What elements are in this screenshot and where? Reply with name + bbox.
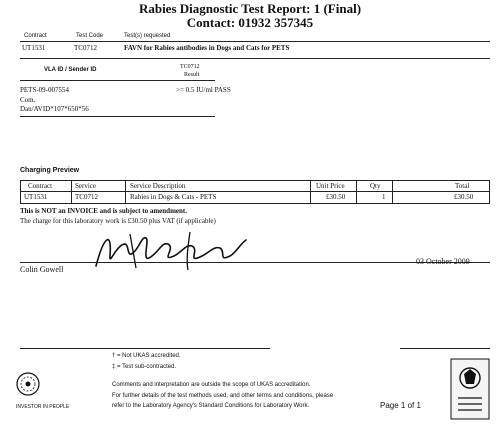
charging-col-sep-1 xyxy=(71,180,72,204)
tests-cell-requested: FAVN for Rabies antibodies in Dogs and Cats for PETS xyxy=(124,44,290,52)
tests-header-requested: Test(s) requested xyxy=(124,33,171,39)
footer-comments-1: Comments and interpretation are outside the scope of UKAS accreditation. xyxy=(112,382,311,388)
charging-col-sep-5 xyxy=(392,180,393,204)
sample-bottom-rule xyxy=(20,116,215,117)
charging-col-sep-2 xyxy=(125,180,126,204)
sample-result: >= 0.5 IU/ml PASS xyxy=(176,86,231,94)
vla-id-label: VLA ID / Sender ID xyxy=(44,67,97,73)
tests-header-test-code: Test Code xyxy=(76,33,104,39)
footer-not-ukas: † = Not UKAS accredited. xyxy=(112,353,181,359)
charging-title: Charging Preview xyxy=(20,167,80,174)
charging-col-sep-3 xyxy=(310,180,311,204)
sample-id: PETS-09-007554 xyxy=(20,86,69,94)
report-title: Rabies Diagnostic Test Report: 1 (Final) xyxy=(138,1,362,16)
charging-header-rule xyxy=(20,191,490,192)
footer-sub-contracted: ‡ = Test sub-contracted. xyxy=(112,364,177,370)
sample-rule xyxy=(20,80,215,81)
charging-col-sep-4 xyxy=(356,180,357,204)
charging-header-unit-price: Unit Price xyxy=(316,182,345,190)
page-number: Page 1 of 1 xyxy=(380,401,421,410)
charging-header-service: Service xyxy=(75,182,96,190)
investor-in-people-text: INVESTOR IN PEOPLE xyxy=(16,404,70,410)
charging-cell-description: Rabies in Dogs & Cats - PETS xyxy=(130,193,217,201)
charging-cell-service: TC0712 xyxy=(75,193,98,201)
sample-test-code: TC0712 xyxy=(180,64,200,70)
report-contact: Contact: 01932 357345 xyxy=(186,15,314,30)
charging-note-not-invoice: This is NOT an INVOICE and is subject to amendment. xyxy=(20,207,187,215)
charging-header-total: Total xyxy=(455,182,470,190)
charging-cell-contract: UT1531 xyxy=(24,193,48,201)
tests-cell-contract: UT1531 xyxy=(22,44,46,52)
tests-header-contract: Contract xyxy=(24,33,47,39)
charging-header-description: Service Description xyxy=(130,182,186,190)
footer-rule-left xyxy=(20,348,270,349)
charging-note-charge: The charge for this laboratory work is £30.50 plus VAT (if applicable) xyxy=(20,217,216,225)
charging-header-contract: Contract xyxy=(28,182,53,190)
sample-comment-label: Com. xyxy=(20,96,36,104)
result-label: Result xyxy=(184,72,200,78)
investor-in-people-logo xyxy=(14,370,74,402)
charging-cell-unit-price: £30.50 xyxy=(326,193,346,201)
signature-date: 03 October 2009 xyxy=(416,257,470,266)
footer-comments-3: refer to the Laboratory Agency's Standard Conditions for Laboratory Work. xyxy=(112,403,310,409)
footer-comments-2: For further details of the test methods used, and other terms and conditions, please xyxy=(112,393,334,399)
charging-header-qty: Qty xyxy=(370,182,381,190)
charging-cell-total: £30.50 xyxy=(454,193,474,201)
sample-dam-line: Dan/AVID*107*650*56 xyxy=(20,105,89,113)
signatory-name: Colin Gowell xyxy=(20,265,64,274)
signature-mark xyxy=(90,226,250,274)
tests-cell-test-code: TC0712 xyxy=(74,44,97,52)
crest-logo xyxy=(450,358,490,420)
tests-bottom-rule xyxy=(20,58,490,59)
footer-rule-right xyxy=(400,348,490,349)
charging-cell-qty: 1 xyxy=(382,193,386,201)
tests-header-rule xyxy=(20,41,490,42)
